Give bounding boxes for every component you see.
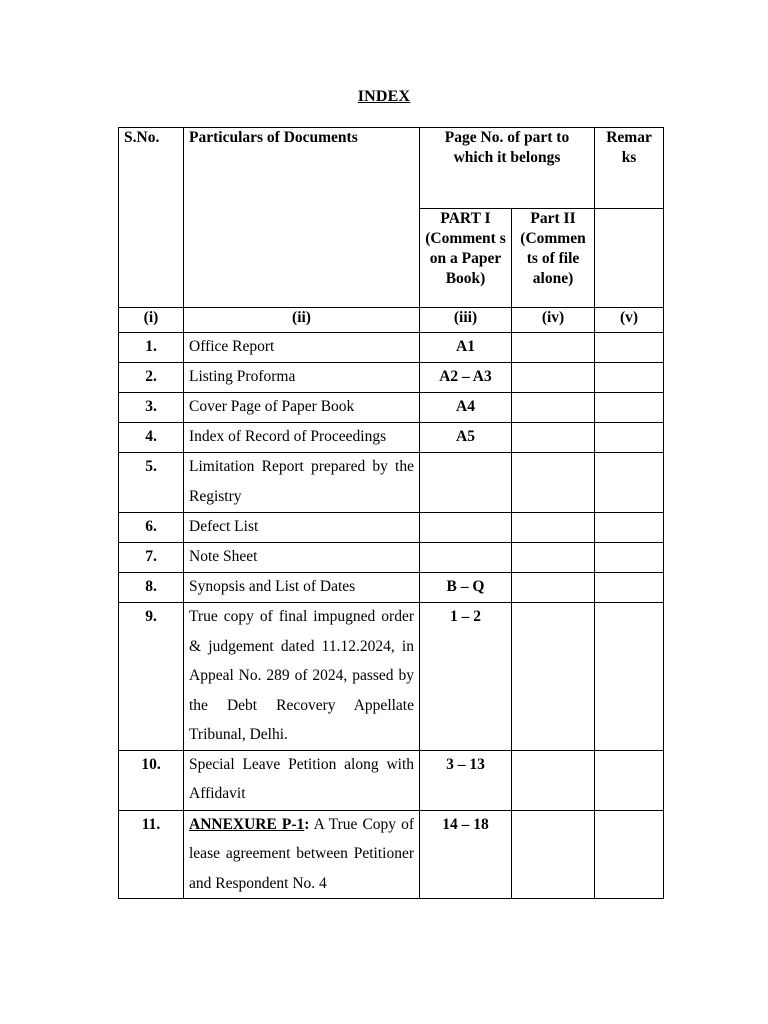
header-page-no: Page No. of part to which it belongs [420, 128, 595, 209]
row-remarks [595, 393, 664, 423]
row-particulars: Index of Record of Proceedings [184, 423, 420, 453]
table-row [119, 363, 664, 393]
row-particulars-text: Special Leave Petition along with Affidavit [189, 755, 414, 802]
row-part2 [512, 810, 595, 899]
header-sno: S.No. [119, 128, 184, 308]
row-sno: 5. [119, 453, 184, 513]
row-particulars [184, 453, 420, 513]
annexure-separator: : [304, 815, 310, 833]
annexure-description: A True Copy of lease agreement between Petitioner and Respondent No. 4 [189, 815, 415, 892]
row-part2 [512, 573, 595, 603]
header-part2: Part II (Commen ts of file alone) [512, 209, 595, 308]
table-row [119, 333, 664, 363]
row-remarks [595, 513, 664, 543]
row-particulars-text: Limitation Report prepared by the Registry [189, 458, 414, 505]
row-sno: 11. [119, 810, 184, 899]
row-part1 [420, 453, 512, 513]
row-particulars: Defect List [184, 513, 420, 543]
index-table [118, 127, 664, 899]
row-particulars [184, 603, 420, 751]
table-row [119, 603, 664, 751]
row-part2 [512, 363, 595, 393]
row-remarks [595, 423, 664, 453]
row-part2 [512, 453, 595, 513]
row-part1: A1 [420, 333, 512, 363]
roman-ii: (ii) [184, 308, 420, 333]
row-part2 [512, 393, 595, 423]
row-part1: A2 – A3 [420, 363, 512, 393]
row-remarks [595, 750, 664, 810]
table-row [119, 543, 664, 573]
row-part1 [420, 513, 512, 543]
row-remarks [595, 603, 664, 751]
row-sno: 8. [119, 573, 184, 603]
row-sno: 10. [119, 750, 184, 810]
row-part2 [512, 603, 595, 751]
roman-iii: (iii) [420, 308, 512, 333]
row-sno: 4. [119, 423, 184, 453]
table-row [119, 750, 664, 810]
row-remarks [595, 810, 664, 899]
roman-row [119, 308, 664, 333]
table-row [119, 513, 664, 543]
row-sno: 7. [119, 543, 184, 573]
header-particulars: Particulars of Documents [184, 128, 420, 308]
row-remarks [595, 543, 664, 573]
header-remarks-blank [595, 209, 664, 308]
row-remarks [595, 453, 664, 513]
row-part2 [512, 750, 595, 810]
row-part1: A4 [420, 393, 512, 423]
row-particulars: Synopsis and List of Dates [184, 573, 420, 603]
row-particulars [184, 750, 420, 810]
roman-i: (i) [119, 308, 184, 333]
page-title: INDEX [357, 88, 411, 105]
row-particulars: Cover Page of Paper Book [184, 393, 420, 423]
table-row [119, 393, 664, 423]
table-row [119, 453, 664, 513]
table-row [119, 423, 664, 453]
table-row [119, 810, 664, 899]
row-particulars: Listing Proforma [184, 363, 420, 393]
row-particulars: Office Report [184, 333, 420, 363]
annexure-label: ANNEXURE P-1 [189, 815, 305, 833]
row-part1: 1 – 2 [420, 603, 512, 751]
row-sno: 1. [119, 333, 184, 363]
row-particulars [184, 810, 420, 899]
header-remarks: Remar ks [595, 128, 664, 209]
row-part2 [512, 543, 595, 573]
row-remarks [595, 363, 664, 393]
row-remarks [595, 333, 664, 363]
header-row [119, 128, 664, 209]
row-sno: 2. [119, 363, 184, 393]
roman-v: (v) [595, 308, 664, 333]
row-part1: A5 [420, 423, 512, 453]
header-part1: PART I (Comment s on a Paper Book) [420, 209, 512, 308]
roman-iv: (iv) [512, 308, 595, 333]
row-part1 [420, 543, 512, 573]
row-sno: 9. [119, 603, 184, 751]
row-particulars-text [189, 810, 414, 898]
row-sno: 3. [119, 393, 184, 423]
row-part1: 14 – 18 [420, 810, 512, 899]
table-row [119, 573, 664, 603]
row-part1: 3 – 13 [420, 750, 512, 810]
row-remarks [595, 573, 664, 603]
row-part2 [512, 333, 595, 363]
row-part2 [512, 513, 595, 543]
row-particulars: Note Sheet [184, 543, 420, 573]
row-part1: B – Q [420, 573, 512, 603]
row-particulars-text: True copy of final impugned order & judgement dated 11.12.2024, in Appeal No. 289 of 2024, passed by the Debt Recovery Appellate Tribunal, Delhi. [189, 608, 414, 743]
row-part2 [512, 423, 595, 453]
row-sno: 6. [119, 513, 184, 543]
